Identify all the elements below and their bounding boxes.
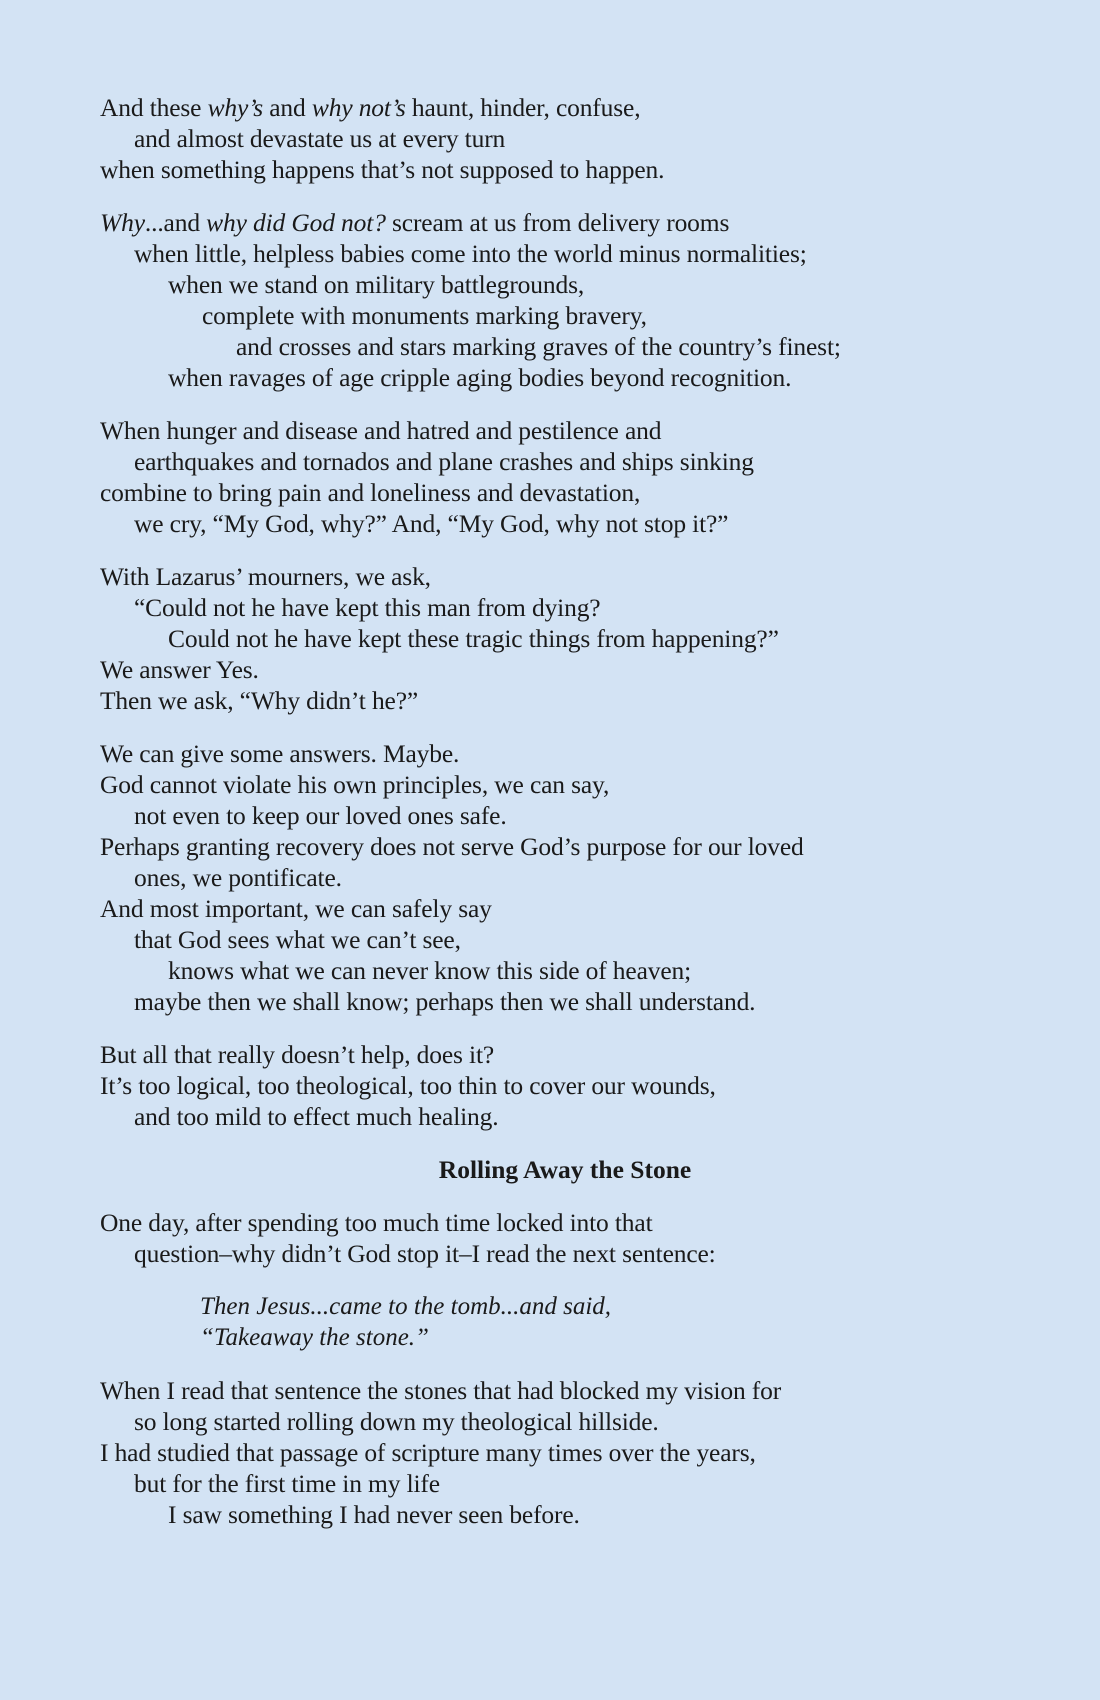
section-heading: Rolling Away the Stone [438,1155,692,1184]
stanza-stones-rolling [100,1375,1040,1530]
poem-line: knows what we can never know this side of heaven; [168,956,692,985]
poem-line: so long started rolling down my theological hillside. [134,1407,659,1436]
poem-line: ones, we pontificate. [134,863,342,892]
poem-line: “Could not he have kept this man from dying? [134,593,601,622]
poem-line: and too mild to effect much healing. [134,1102,499,1131]
poem-line: Perhaps granting recovery does not serve God’s purpose for our loved [100,832,804,861]
poem-line: we cry, “My God, why?” And, “My God, why not stop it?” [134,509,729,538]
text-run: scream at us from delivery rooms [385,208,730,237]
text-run: And these [100,93,208,122]
italic-run: why not’s [311,93,406,122]
quote-line: “Takeaway the stone.” [200,1324,429,1351]
poem-line: when ravages of age cripple aging bodies beyond recognition. [168,363,792,392]
italic-run: why’s [207,93,264,122]
italic-run: why did God not? [206,208,386,237]
stanza-doesnt-help [100,1039,1040,1132]
poem-line [100,207,1040,238]
poem-line: and almost devastate us at every turn [134,124,506,153]
poem-line: complete with monuments marking bravery, [202,301,647,330]
poem-line: And most important, we can safely say [100,894,492,923]
poem-line: It’s too logical, too theological, too thin to cover our wounds, [100,1071,716,1100]
poem-line: when little, helpless babies come into the world minus normalities; [134,239,807,268]
stanza-lazarus-mourners [100,561,1040,716]
poem-line: When I read that sentence the stones that had blocked my vision for [100,1376,782,1405]
poem-line: when something happens that’s not supposed to happen. [100,155,665,184]
poem-line: I had studied that passage of scripture many times over the years, [100,1438,756,1467]
poem-line: that God sees what we can’t see, [134,925,461,954]
poem-line: We can give some answers. Maybe. [100,739,460,768]
text-run: ...and [144,208,207,237]
text-run: and [263,93,312,122]
stanza-why-haunt [100,92,1040,185]
poem-line: combine to bring pain and loneliness and devastation, [100,478,641,507]
poem-line: But all that really doesn’t help, does it? [100,1040,495,1069]
poem-line: and crosses and stars marking graves of the country’s finest; [236,332,841,361]
poem-line: but for the first time in my life [134,1469,440,1498]
stanza-some-answers [100,738,1040,1017]
text-run: haunt, hinder, confuse, [405,93,641,122]
quote-line: Then Jesus...came to the tomb...and said, [200,1293,612,1320]
poem-line: Could not he have kept these tragic things from happening?” [168,624,779,653]
poem-line: One day, after spending too much time locked into that [100,1208,653,1237]
poem-line: I saw something I had never seen before. [168,1500,580,1529]
scripture-quote [100,1291,1040,1353]
poem-line: God cannot violate his own principles, we can say, [100,770,610,799]
poem-line: when we stand on military battlegrounds, [168,270,585,299]
poem-line: When hunger and disease and hatred and pestilence and [100,416,662,445]
poem-line: maybe then we shall know; perhaps then we shall understand. [134,987,756,1016]
stanza-one-day [100,1207,1040,1269]
poem-line: earthquakes and tornados and plane crashes and ships sinking [134,447,754,476]
stanza-hunger-disease [100,415,1040,539]
poem-line: not even to keep our loved ones safe. [134,801,507,830]
poem-line [100,92,1040,123]
poem-line: We answer Yes. [100,655,259,684]
stanza-delivery-rooms [100,207,1040,393]
italic-run: Why [100,208,145,237]
poem-line: With Lazarus’ mourners, we ask, [100,562,431,591]
poem-line: question–why didn’t God stop it–I read the next sentence: [134,1239,716,1268]
poem-line: Then we ask, “Why didn’t he?” [100,686,419,715]
